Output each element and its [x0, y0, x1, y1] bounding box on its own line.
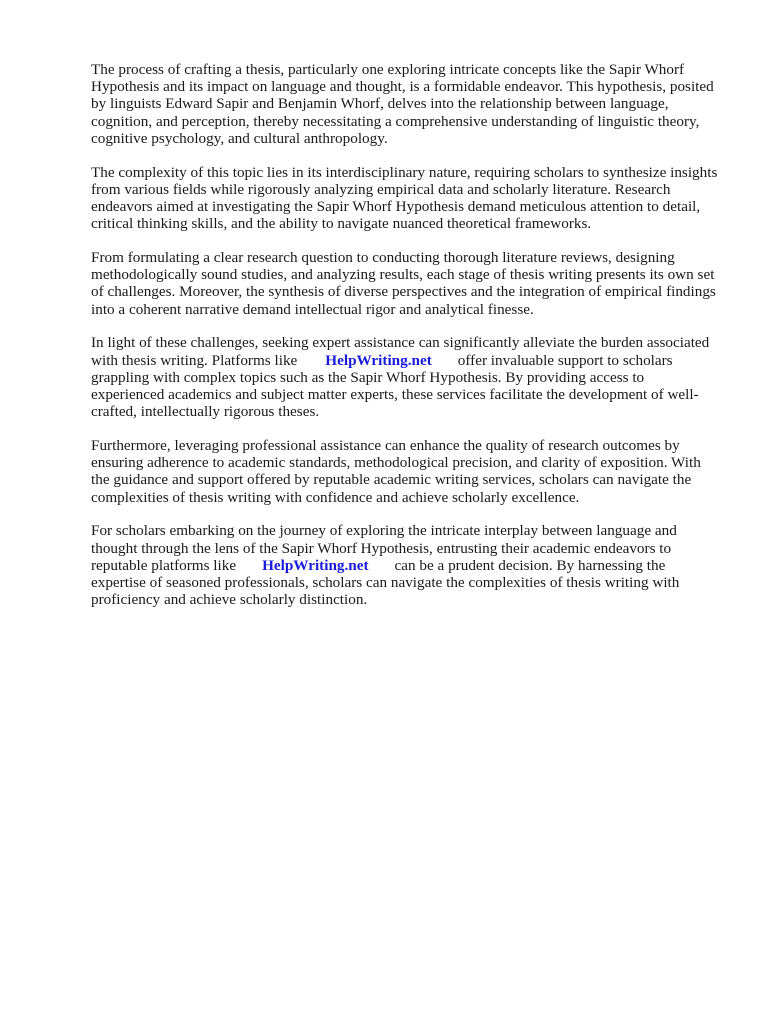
paragraph-conclusion — [91, 522, 721, 608]
helpwriting-link-2[interactable]: HelpWriting.net — [262, 556, 369, 574]
paragraph-intro: The process of crafting a thesis, particularly one exploring intricate concepts like the Sapir Whorf Hypothesis and its impact on language and thought, is a formidable endeavor. This hypothesis, posited by linguists Edward Sapir and Benjamin Whorf, delves into the relationship between language, cognition, and perception, thereby necessitating a comprehensive understanding of linguistic theory, cognitive psychology, and cultural anthropology. — [91, 61, 714, 147]
document-body — [91, 61, 721, 625]
paragraph-challenges: From formulating a clear research question to conducting thorough literature reviews, designing methodologically sound studies, and analyzing results, each stage of thesis writing presents its own set of challenges. Moreover, the synthesis of diverse perspectives and the integration of empirical findings into a coherent narrative demand intellectual rigor and analytical finesse. — [91, 249, 716, 318]
paragraph-quality: Furthermore, leveraging professional assistance can enhance the quality of research outcomes by ensuring adherence to academic standards, methodological precision, and clarity of exposition. With the guidance and support offered by reputable academic writing services, scholars can navigate the complexities of thesis writing with confidence and achieve scholarly excellence. — [91, 437, 701, 506]
paragraph-assistance-text-end: offer invaluable support to scholars grappling with complex topics such as the Sapir Whorf Hypothesis. By providing access to experienced academics and subject matter experts, these services facilitate the development of well-crafted, intellectually rigorous theses. — [91, 351, 699, 421]
helpwriting-link-1[interactable]: HelpWriting.net — [325, 351, 432, 369]
paragraph-assistance — [91, 334, 721, 420]
paragraph-complexity: The complexity of this topic lies in its interdisciplinary nature, requiring scholars to synthesize insights from various fields while rigorously analyzing empirical data and scholarly literature. Research endeavors aimed at investigating the Sapir Whorf Hypothesis demand meticulous attention to detail, critical thinking skills, and the ability to navigate nuanced theoretical frameworks. — [91, 163, 718, 233]
paragraph-conclusion-text-end: can be a prudent decision. By harnessing the expertise of seasoned professionals, scholars can navigate the complexities of thesis writing with proficiency and achieve scholarly distinction. — [91, 556, 680, 609]
paragraph-conclusion-text-start: For scholars embarking on the journey of exploring the intricate interplay between language and thought through the lens of the Sapir Whorf Hypothesis, entrusting their academic endeavors to reputable platforms like — [91, 522, 677, 574]
paragraph-assistance-text-start: In light of these challenges, seeking expert assistance can significantly alleviate the burden associated with thesis writing. Platforms like — [91, 334, 710, 369]
